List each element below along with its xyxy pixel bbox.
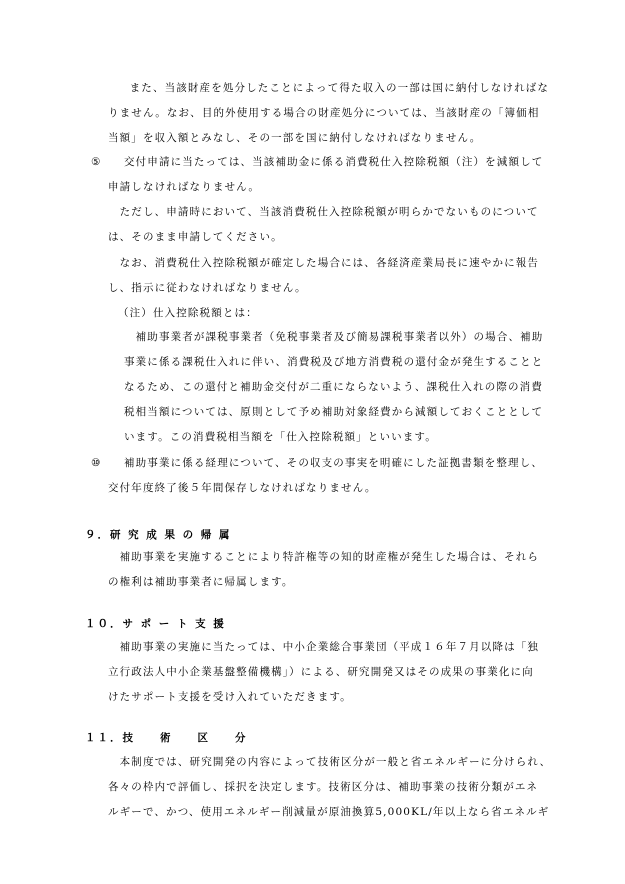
body-text-line: 各々の枠内で評価し、採択を決定します。技術区分は、補助事業の技術分類がエネ: [108, 781, 539, 793]
note-text-line: なるため、この還付と補助金交付が二重にならないよう、課税仕入れの際の消費: [124, 381, 543, 393]
body-text-line: けたサポート支援を受け入れていただきます。: [108, 691, 352, 703]
body-text-line: 交付申請に当たっては、当該補助金に係る消費税仕入控除税額（注）を減額して: [124, 156, 544, 168]
body-text-line: し、指示に従わなければなりません。: [108, 282, 307, 294]
body-text-line: ルギーで、かつ、使用エネルギー削減量が原油換算5,000KL/年以上なら省エネルギ: [108, 806, 550, 818]
body-text-line: 補助事業の実施に当たっては、中小企業総合事業団（平成１６年７月以降は「独: [108, 641, 540, 653]
body-text-line: 申請しなければなりません。: [108, 181, 261, 193]
body-text-line: また、当該財産を処分したことによって得た収入の一部は国に納付しなければな: [118, 82, 550, 94]
item-5-marker: ⑤: [91, 156, 102, 168]
body-text-line: 当額」を収入額とみなし、その一部を国に納付しなければなりません。: [108, 132, 482, 144]
section-11-heading: １１．技 術 区 分: [85, 732, 248, 744]
body-text-line: 補助事業を実施することにより特許権等の知的財産権が発生した場合は、それら: [108, 551, 540, 563]
body-text-line: りません。なお、目的外使用する場合の財産処分については、当該財産の「簿価相: [108, 107, 540, 119]
note-text-line: 事業に係る課税仕入れに伴い、消費税及び地方消費税の還付金が発生することと: [124, 356, 544, 368]
body-text-line: 交付年度終了後５年間保存しなければなりません。: [108, 482, 377, 494]
body-text-line: ただし、申請時において、当該消費税仕入控除税額が明らかでないものについて: [108, 206, 539, 218]
note-title: （注）仕入控除税額とは：: [118, 307, 258, 319]
body-text-line: 立行政法人中小企業基盤整備機構」）による、研究開発又はその成果の事業化に向: [108, 666, 534, 678]
section-9-heading: ９．研 究 成 果 の 帰 属: [85, 529, 232, 541]
note-text-line: 補助事業者が課税事業者（免税事業者及び簡易課税事業者以外）の場合、補助: [124, 331, 544, 343]
note-text-line: います。この消費税相当額を「仕入控除税額」といいます。: [124, 431, 437, 443]
note-text-line: 税相当額については、原則として予め補助対象経費から減額しておくこととして: [124, 406, 544, 418]
body-text-line: なお、消費税仕入控除税額が確定した場合には、各経済産業局長に速やかに報告: [108, 257, 540, 269]
item-10-marker: ⑩: [91, 457, 102, 469]
body-text-line: 本制度では、研究開発の内容によって技術区分が一般と省エネルギーに分けられ、: [108, 756, 552, 768]
body-text-line: は、そのまま申請してください。: [108, 231, 283, 243]
body-text-line: の権利は補助事業者に帰属します。: [108, 576, 294, 588]
section-10-heading: １０．サ ポ ー ト 支 援: [85, 618, 226, 630]
body-text-line: 補助事業に係る経理について、その収支の事実を明確にした証拠書類を整理し、: [124, 457, 543, 469]
